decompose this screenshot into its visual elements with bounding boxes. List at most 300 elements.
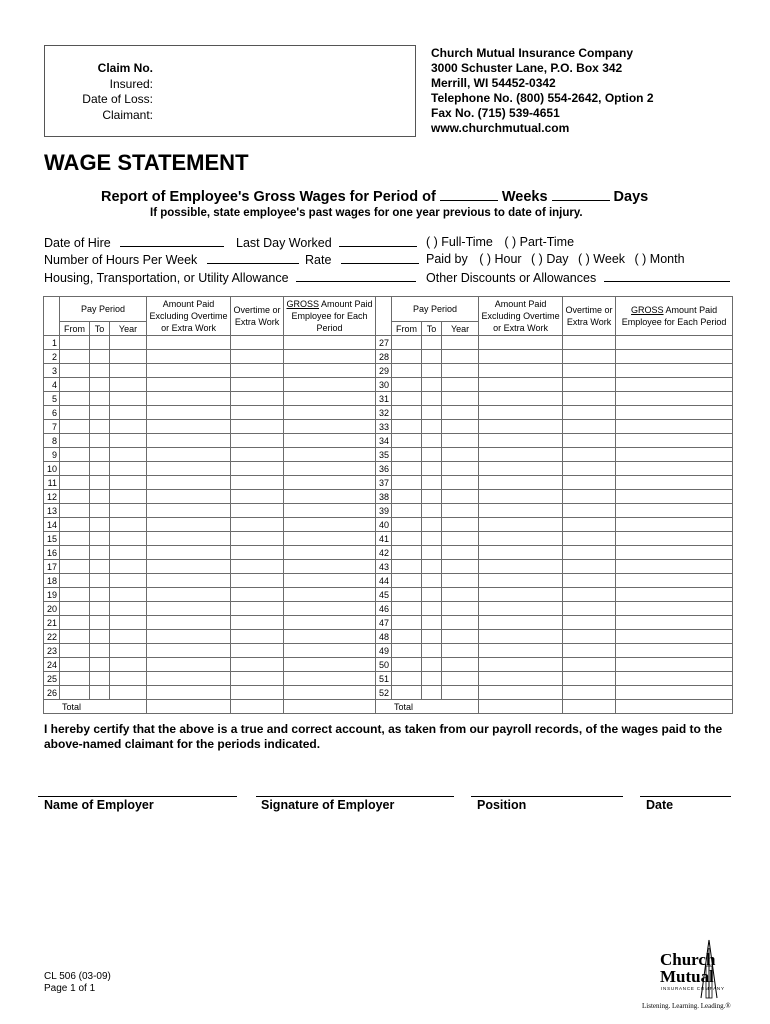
- gross-amount-cell[interactable]: [284, 686, 376, 700]
- overtime-cell[interactable]: [563, 490, 616, 504]
- year-cell[interactable]: [442, 518, 479, 532]
- gross-amount-cell[interactable]: [616, 378, 733, 392]
- amount-paid-cell[interactable]: [147, 448, 231, 462]
- amount-paid-cell[interactable]: [147, 658, 231, 672]
- year-cell[interactable]: [442, 616, 479, 630]
- amount-paid-cell[interactable]: [479, 420, 563, 434]
- hour-option[interactable]: ( ) Hour: [479, 252, 522, 266]
- year-cell[interactable]: [110, 504, 147, 518]
- gross-amount-cell[interactable]: [284, 658, 376, 672]
- gross-amount-cell[interactable]: [616, 686, 733, 700]
- overtime-cell[interactable]: [563, 588, 616, 602]
- amount-paid-cell[interactable]: [147, 644, 231, 658]
- overtime-cell[interactable]: [563, 532, 616, 546]
- from-cell[interactable]: [392, 448, 422, 462]
- year-cell[interactable]: [442, 378, 479, 392]
- gross-amount-total[interactable]: [284, 700, 376, 714]
- employer-signature-line[interactable]: [256, 796, 454, 797]
- year-cell[interactable]: [442, 602, 479, 616]
- year-cell[interactable]: [110, 462, 147, 476]
- gross-amount-cell[interactable]: [284, 546, 376, 560]
- year-cell[interactable]: [110, 546, 147, 560]
- overtime-cell[interactable]: [231, 420, 284, 434]
- overtime-cell[interactable]: [563, 350, 616, 364]
- amount-paid-cell[interactable]: [147, 462, 231, 476]
- to-cell[interactable]: [90, 462, 110, 476]
- overtime-total[interactable]: [231, 700, 284, 714]
- overtime-cell[interactable]: [563, 378, 616, 392]
- amount-paid-cell[interactable]: [147, 616, 231, 630]
- amount-paid-cell[interactable]: [147, 560, 231, 574]
- from-cell[interactable]: [392, 504, 422, 518]
- overtime-cell[interactable]: [231, 616, 284, 630]
- year-cell[interactable]: [442, 532, 479, 546]
- from-cell[interactable]: [60, 364, 90, 378]
- gross-amount-cell[interactable]: [284, 420, 376, 434]
- amount-paid-cell[interactable]: [147, 434, 231, 448]
- gross-amount-cell[interactable]: [284, 672, 376, 686]
- overtime-cell[interactable]: [563, 420, 616, 434]
- from-cell[interactable]: [392, 518, 422, 532]
- year-cell[interactable]: [110, 490, 147, 504]
- to-cell[interactable]: [422, 378, 442, 392]
- amount-paid-cell[interactable]: [479, 602, 563, 616]
- amount-paid-cell[interactable]: [147, 420, 231, 434]
- from-cell[interactable]: [60, 518, 90, 532]
- year-cell[interactable]: [110, 672, 147, 686]
- from-cell[interactable]: [60, 462, 90, 476]
- from-cell[interactable]: [60, 658, 90, 672]
- amount-paid-cell[interactable]: [147, 504, 231, 518]
- to-cell[interactable]: [90, 616, 110, 630]
- from-cell[interactable]: [392, 588, 422, 602]
- to-cell[interactable]: [90, 602, 110, 616]
- to-cell[interactable]: [90, 364, 110, 378]
- year-cell[interactable]: [110, 658, 147, 672]
- year-cell[interactable]: [110, 532, 147, 546]
- amount-paid-cell[interactable]: [479, 378, 563, 392]
- year-cell[interactable]: [442, 406, 479, 420]
- gross-amount-cell[interactable]: [616, 532, 733, 546]
- gross-amount-cell[interactable]: [284, 378, 376, 392]
- amount-paid-cell[interactable]: [479, 560, 563, 574]
- amount-paid-cell[interactable]: [479, 462, 563, 476]
- to-cell[interactable]: [422, 672, 442, 686]
- gross-amount-cell[interactable]: [616, 364, 733, 378]
- from-cell[interactable]: [392, 560, 422, 574]
- weeks-blank-field[interactable]: [440, 187, 498, 201]
- gross-amount-cell[interactable]: [284, 434, 376, 448]
- from-cell[interactable]: [60, 476, 90, 490]
- position-line[interactable]: [471, 796, 623, 797]
- from-cell[interactable]: [60, 546, 90, 560]
- from-cell[interactable]: [60, 630, 90, 644]
- overtime-cell[interactable]: [231, 392, 284, 406]
- overtime-cell[interactable]: [563, 434, 616, 448]
- from-cell[interactable]: [60, 490, 90, 504]
- gross-amount-cell[interactable]: [616, 392, 733, 406]
- year-cell[interactable]: [442, 686, 479, 700]
- to-cell[interactable]: [422, 476, 442, 490]
- from-cell[interactable]: [392, 630, 422, 644]
- gross-amount-cell[interactable]: [284, 532, 376, 546]
- year-cell[interactable]: [442, 420, 479, 434]
- year-cell[interactable]: [442, 560, 479, 574]
- year-cell[interactable]: [442, 504, 479, 518]
- overtime-cell[interactable]: [563, 574, 616, 588]
- from-cell[interactable]: [60, 336, 90, 350]
- part-time-option[interactable]: ( ) Part-Time: [504, 235, 575, 249]
- to-cell[interactable]: [422, 658, 442, 672]
- from-cell[interactable]: [60, 602, 90, 616]
- to-cell[interactable]: [90, 630, 110, 644]
- from-cell[interactable]: [60, 350, 90, 364]
- gross-amount-cell[interactable]: [284, 364, 376, 378]
- to-cell[interactable]: [90, 518, 110, 532]
- amount-paid-cell[interactable]: [147, 532, 231, 546]
- to-cell[interactable]: [90, 560, 110, 574]
- year-cell[interactable]: [110, 602, 147, 616]
- year-cell[interactable]: [110, 560, 147, 574]
- amount-paid-cell[interactable]: [147, 476, 231, 490]
- housing-allowance-field[interactable]: [296, 270, 416, 282]
- amount-paid-cell[interactable]: [147, 546, 231, 560]
- week-option[interactable]: ( ) Week: [578, 252, 626, 266]
- year-cell[interactable]: [110, 406, 147, 420]
- year-cell[interactable]: [110, 644, 147, 658]
- from-cell[interactable]: [392, 476, 422, 490]
- gross-amount-cell[interactable]: [284, 574, 376, 588]
- from-cell[interactable]: [60, 574, 90, 588]
- amount-paid-cell[interactable]: [147, 490, 231, 504]
- to-cell[interactable]: [90, 378, 110, 392]
- overtime-cell[interactable]: [231, 504, 284, 518]
- overtime-cell[interactable]: [563, 448, 616, 462]
- overtime-cell[interactable]: [231, 406, 284, 420]
- amount-paid-cell[interactable]: [479, 588, 563, 602]
- to-cell[interactable]: [422, 560, 442, 574]
- from-cell[interactable]: [392, 378, 422, 392]
- gross-amount-cell[interactable]: [284, 392, 376, 406]
- to-cell[interactable]: [90, 686, 110, 700]
- overtime-cell[interactable]: [563, 476, 616, 490]
- gross-amount-cell[interactable]: [284, 630, 376, 644]
- year-cell[interactable]: [110, 686, 147, 700]
- overtime-cell[interactable]: [231, 364, 284, 378]
- overtime-cell[interactable]: [231, 644, 284, 658]
- year-cell[interactable]: [442, 672, 479, 686]
- amount-paid-cell[interactable]: [479, 658, 563, 672]
- overtime-cell[interactable]: [231, 546, 284, 560]
- from-cell[interactable]: [60, 406, 90, 420]
- gross-amount-cell[interactable]: [284, 336, 376, 350]
- year-cell[interactable]: [110, 392, 147, 406]
- to-cell[interactable]: [422, 336, 442, 350]
- year-cell[interactable]: [110, 434, 147, 448]
- from-cell[interactable]: [392, 574, 422, 588]
- to-cell[interactable]: [422, 546, 442, 560]
- to-cell[interactable]: [422, 616, 442, 630]
- to-cell[interactable]: [422, 364, 442, 378]
- to-cell[interactable]: [90, 672, 110, 686]
- employer-name-line[interactable]: [38, 796, 237, 797]
- from-cell[interactable]: [392, 434, 422, 448]
- to-cell[interactable]: [422, 588, 442, 602]
- overtime-cell[interactable]: [563, 392, 616, 406]
- amount-paid-cell[interactable]: [147, 336, 231, 350]
- gross-amount-cell[interactable]: [284, 518, 376, 532]
- overtime-cell[interactable]: [563, 406, 616, 420]
- overtime-cell[interactable]: [231, 490, 284, 504]
- amount-paid-cell[interactable]: [479, 476, 563, 490]
- gross-amount-cell[interactable]: [616, 574, 733, 588]
- gross-amount-cell[interactable]: [284, 406, 376, 420]
- amount-paid-cell[interactable]: [147, 588, 231, 602]
- gross-amount-cell[interactable]: [616, 630, 733, 644]
- to-cell[interactable]: [90, 392, 110, 406]
- from-cell[interactable]: [392, 490, 422, 504]
- amount-paid-cell[interactable]: [147, 574, 231, 588]
- gross-amount-cell[interactable]: [616, 560, 733, 574]
- from-cell[interactable]: [392, 420, 422, 434]
- to-cell[interactable]: [422, 420, 442, 434]
- amount-paid-cell[interactable]: [479, 350, 563, 364]
- last-day-worked-field[interactable]: [339, 235, 417, 247]
- amount-paid-cell[interactable]: [147, 518, 231, 532]
- amount-paid-cell[interactable]: [479, 392, 563, 406]
- overtime-cell[interactable]: [563, 336, 616, 350]
- to-cell[interactable]: [422, 448, 442, 462]
- overtime-cell[interactable]: [231, 574, 284, 588]
- gross-amount-cell[interactable]: [284, 462, 376, 476]
- gross-amount-cell[interactable]: [616, 546, 733, 560]
- year-cell[interactable]: [110, 336, 147, 350]
- from-cell[interactable]: [60, 532, 90, 546]
- overtime-cell[interactable]: [231, 350, 284, 364]
- year-cell[interactable]: [442, 490, 479, 504]
- to-cell[interactable]: [422, 392, 442, 406]
- amount-paid-cell[interactable]: [147, 672, 231, 686]
- days-blank-field[interactable]: [552, 187, 610, 201]
- amount-paid-cell[interactable]: [147, 630, 231, 644]
- date-line[interactable]: [640, 796, 731, 797]
- gross-amount-cell[interactable]: [616, 588, 733, 602]
- to-cell[interactable]: [90, 574, 110, 588]
- overtime-cell[interactable]: [231, 532, 284, 546]
- amount-paid-cell[interactable]: [479, 490, 563, 504]
- gross-amount-cell[interactable]: [616, 644, 733, 658]
- from-cell[interactable]: [392, 672, 422, 686]
- to-cell[interactable]: [422, 630, 442, 644]
- overtime-cell[interactable]: [231, 378, 284, 392]
- overtime-cell[interactable]: [231, 560, 284, 574]
- from-cell[interactable]: [60, 686, 90, 700]
- to-cell[interactable]: [90, 476, 110, 490]
- to-cell[interactable]: [90, 448, 110, 462]
- from-cell[interactable]: [392, 462, 422, 476]
- gross-amount-cell[interactable]: [284, 476, 376, 490]
- year-cell[interactable]: [442, 462, 479, 476]
- to-cell[interactable]: [90, 644, 110, 658]
- overtime-cell[interactable]: [563, 462, 616, 476]
- amount-paid-cell[interactable]: [147, 392, 231, 406]
- from-cell[interactable]: [392, 392, 422, 406]
- amount-paid-cell[interactable]: [479, 644, 563, 658]
- from-cell[interactable]: [392, 616, 422, 630]
- year-cell[interactable]: [110, 574, 147, 588]
- amount-paid-cell[interactable]: [479, 616, 563, 630]
- overtime-cell[interactable]: [231, 336, 284, 350]
- overtime-cell[interactable]: [563, 504, 616, 518]
- from-cell[interactable]: [60, 644, 90, 658]
- year-cell[interactable]: [110, 420, 147, 434]
- to-cell[interactable]: [422, 532, 442, 546]
- year-cell[interactable]: [110, 630, 147, 644]
- to-cell[interactable]: [90, 588, 110, 602]
- gross-amount-cell[interactable]: [284, 490, 376, 504]
- amount-paid-cell[interactable]: [479, 364, 563, 378]
- gross-amount-cell[interactable]: [284, 504, 376, 518]
- from-cell[interactable]: [392, 546, 422, 560]
- from-cell[interactable]: [60, 616, 90, 630]
- amount-paid-cell[interactable]: [147, 350, 231, 364]
- to-cell[interactable]: [422, 434, 442, 448]
- from-cell[interactable]: [60, 672, 90, 686]
- overtime-cell[interactable]: [563, 644, 616, 658]
- gross-amount-cell[interactable]: [284, 448, 376, 462]
- gross-amount-cell[interactable]: [284, 644, 376, 658]
- from-cell[interactable]: [392, 336, 422, 350]
- year-cell[interactable]: [442, 644, 479, 658]
- from-cell[interactable]: [392, 602, 422, 616]
- to-cell[interactable]: [422, 490, 442, 504]
- gross-amount-cell[interactable]: [284, 350, 376, 364]
- to-cell[interactable]: [90, 504, 110, 518]
- year-cell[interactable]: [110, 350, 147, 364]
- year-cell[interactable]: [110, 448, 147, 462]
- other-discounts-field[interactable]: [604, 270, 730, 282]
- amount-paid-cell[interactable]: [479, 434, 563, 448]
- year-cell[interactable]: [442, 448, 479, 462]
- amount-paid-cell[interactable]: [479, 518, 563, 532]
- to-cell[interactable]: [422, 462, 442, 476]
- amount-paid-cell[interactable]: [147, 686, 231, 700]
- overtime-cell[interactable]: [231, 686, 284, 700]
- gross-amount-cell[interactable]: [284, 616, 376, 630]
- overtime-cell[interactable]: [563, 364, 616, 378]
- overtime-cell[interactable]: [231, 476, 284, 490]
- date-of-hire-field[interactable]: [120, 235, 224, 247]
- year-cell[interactable]: [442, 434, 479, 448]
- overtime-cell[interactable]: [563, 630, 616, 644]
- overtime-cell[interactable]: [563, 658, 616, 672]
- to-cell[interactable]: [422, 504, 442, 518]
- overtime-cell[interactable]: [231, 672, 284, 686]
- year-cell[interactable]: [442, 630, 479, 644]
- gross-amount-cell[interactable]: [616, 420, 733, 434]
- gross-amount-cell[interactable]: [616, 350, 733, 364]
- year-cell[interactable]: [442, 476, 479, 490]
- to-cell[interactable]: [90, 406, 110, 420]
- from-cell[interactable]: [392, 658, 422, 672]
- overtime-cell[interactable]: [231, 434, 284, 448]
- gross-amount-cell[interactable]: [616, 602, 733, 616]
- to-cell[interactable]: [422, 644, 442, 658]
- year-cell[interactable]: [442, 364, 479, 378]
- to-cell[interactable]: [422, 350, 442, 364]
- overtime-cell[interactable]: [563, 672, 616, 686]
- gross-amount-cell[interactable]: [616, 658, 733, 672]
- from-cell[interactable]: [392, 532, 422, 546]
- year-cell[interactable]: [442, 574, 479, 588]
- from-cell[interactable]: [392, 350, 422, 364]
- gross-amount-cell[interactable]: [616, 616, 733, 630]
- from-cell[interactable]: [60, 420, 90, 434]
- overtime-cell[interactable]: [563, 602, 616, 616]
- amount-paid-total[interactable]: [479, 700, 563, 714]
- from-cell[interactable]: [392, 364, 422, 378]
- overtime-cell[interactable]: [231, 630, 284, 644]
- from-cell[interactable]: [60, 448, 90, 462]
- year-cell[interactable]: [442, 546, 479, 560]
- gross-amount-cell[interactable]: [616, 336, 733, 350]
- overtime-cell[interactable]: [231, 588, 284, 602]
- year-cell[interactable]: [110, 364, 147, 378]
- gross-amount-cell[interactable]: [284, 602, 376, 616]
- year-cell[interactable]: [110, 616, 147, 630]
- rate-field[interactable]: [341, 252, 419, 264]
- from-cell[interactable]: [392, 406, 422, 420]
- gross-amount-cell[interactable]: [616, 462, 733, 476]
- overtime-cell[interactable]: [231, 462, 284, 476]
- gross-amount-cell[interactable]: [284, 560, 376, 574]
- from-cell[interactable]: [392, 686, 422, 700]
- day-option[interactable]: ( ) Day: [531, 252, 569, 266]
- to-cell[interactable]: [90, 546, 110, 560]
- gross-amount-cell[interactable]: [616, 518, 733, 532]
- to-cell[interactable]: [90, 350, 110, 364]
- to-cell[interactable]: [422, 602, 442, 616]
- amount-paid-cell[interactable]: [479, 630, 563, 644]
- amount-paid-cell[interactable]: [479, 686, 563, 700]
- gross-amount-cell[interactable]: [616, 672, 733, 686]
- amount-paid-cell[interactable]: [147, 378, 231, 392]
- gross-amount-cell[interactable]: [616, 434, 733, 448]
- year-cell[interactable]: [442, 350, 479, 364]
- amount-paid-cell[interactable]: [479, 448, 563, 462]
- overtime-cell[interactable]: [231, 448, 284, 462]
- amount-paid-cell[interactable]: [479, 406, 563, 420]
- amount-paid-cell[interactable]: [479, 546, 563, 560]
- year-cell[interactable]: [442, 588, 479, 602]
- to-cell[interactable]: [422, 406, 442, 420]
- overtime-cell[interactable]: [563, 686, 616, 700]
- to-cell[interactable]: [422, 574, 442, 588]
- amount-paid-cell[interactable]: [147, 364, 231, 378]
- gross-amount-total[interactable]: [616, 700, 733, 714]
- to-cell[interactable]: [90, 434, 110, 448]
- to-cell[interactable]: [90, 420, 110, 434]
- amount-paid-total[interactable]: [147, 700, 231, 714]
- year-cell[interactable]: [110, 588, 147, 602]
- overtime-cell[interactable]: [563, 546, 616, 560]
- from-cell[interactable]: [60, 434, 90, 448]
- overtime-cell[interactable]: [563, 560, 616, 574]
- overtime-cell[interactable]: [231, 658, 284, 672]
- to-cell[interactable]: [90, 658, 110, 672]
- from-cell[interactable]: [392, 644, 422, 658]
- from-cell[interactable]: [60, 392, 90, 406]
